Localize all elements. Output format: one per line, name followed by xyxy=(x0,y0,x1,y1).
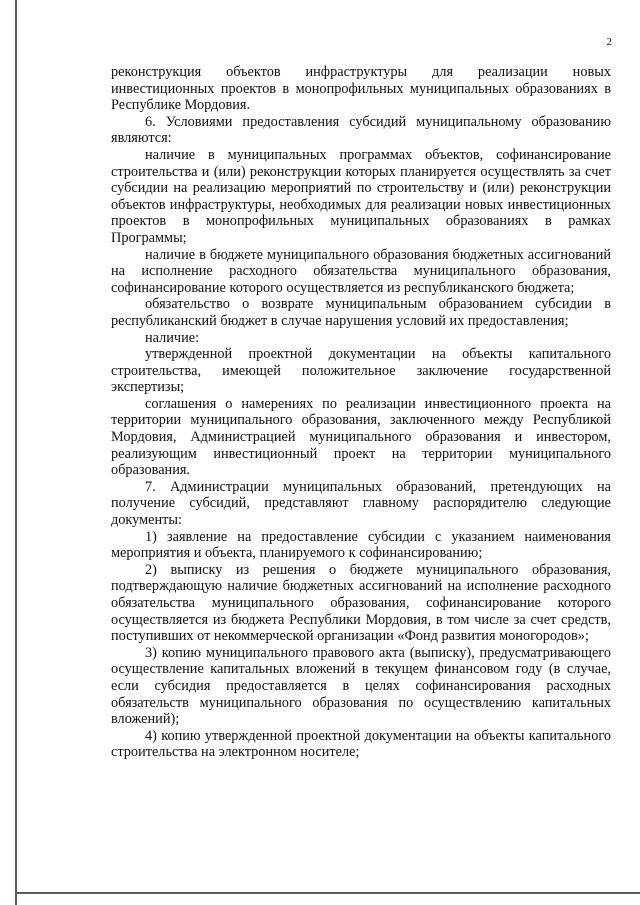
list-item-3: 3) копию муниципального правового акта (выписку), предусматривающего осуществление капитальных вложений в текущем финансовом году (в случае, если субсидия предоставляется в целях софинансирования расходных обязательств муниципального образования по осуществлению капитальных вложений); xyxy=(111,644,611,728)
list-item-4: 4) копию утвержденной проектной документации на объекты капитального строительства на электронном носителе; xyxy=(111,727,611,761)
document-body xyxy=(111,64,611,761)
paragraph-section-6: 6. Условиями предоставления субсидий муниципальному образованию являются: xyxy=(111,113,611,147)
paragraph-condition-availability: наличие: xyxy=(145,329,200,346)
paragraph-intent-agreement: соглашения о намерениях по реализации инвестиционного проекта на территории муниципального образования, заключенного между Республикой Мордовия, Администрацией муниципального образования и инвестором, реализующим инвестиционный проект на территории муниципального образования. xyxy=(111,395,611,479)
list-item-1: 1) заявление на предоставление субсидии с указанием наименования мероприятия и объекта, планируемого к софинансированию; xyxy=(111,528,611,562)
paragraph-condition-programs: наличие в муниципальных программах объектов, софинансирование строительства и (или) реконструкции которых планируется осуществлять за счет субсидии на реализацию мероприятий по строительству и (или) реконструкции объектов инфраструктуры, необходимых для реализации новых инвестиционных проектов в монопрофильных муниципальных образованиях в рамках Программы; xyxy=(111,146,611,246)
paragraph-section-7: 7. Администрации муниципальных образований, претендующих на получение субсидий, представляют главному распорядителю следующие документы: xyxy=(111,478,611,529)
paragraph-condition-budget: наличие в бюджете муниципального образования бюджетных ассигнований на исполнение расходного обязательства муниципального образования, софинансирование которого осуществляется из республиканского бюджета; xyxy=(111,246,611,296)
paragraph-condition-obligation: обязательство о возврате муниципальным образованием субсидии в республиканский бюджет в случае нарушения условий их предоставления; xyxy=(111,296,611,329)
list-item-2: 2) выписку из решения о бюджете муниципального образования, подтверждающую наличие бюджетных ассигнований на исполнение расходного обязательства муниципального образования, софинансирование которого осуществляется из бюджета Республики Мордовия, в том числе за счет средств, поступивших от некоммерческой организации «Фонд развития моногородов»; xyxy=(111,561,611,645)
paragraph-project-documentation: утвержденной проектной документации на объекты капитального строительства, имеющей положительное заключение государственной экспертизы; xyxy=(111,346,611,396)
scan-bottom-border xyxy=(15,892,640,894)
scan-left-border xyxy=(15,0,17,905)
page-number: 2 xyxy=(606,36,612,48)
paragraph-continuation: реконструкция объектов инфраструктуры для реализации новых инвестиционных проектов в монопрофильных муниципальных образованиях в Республике Мордовия. xyxy=(111,64,611,114)
